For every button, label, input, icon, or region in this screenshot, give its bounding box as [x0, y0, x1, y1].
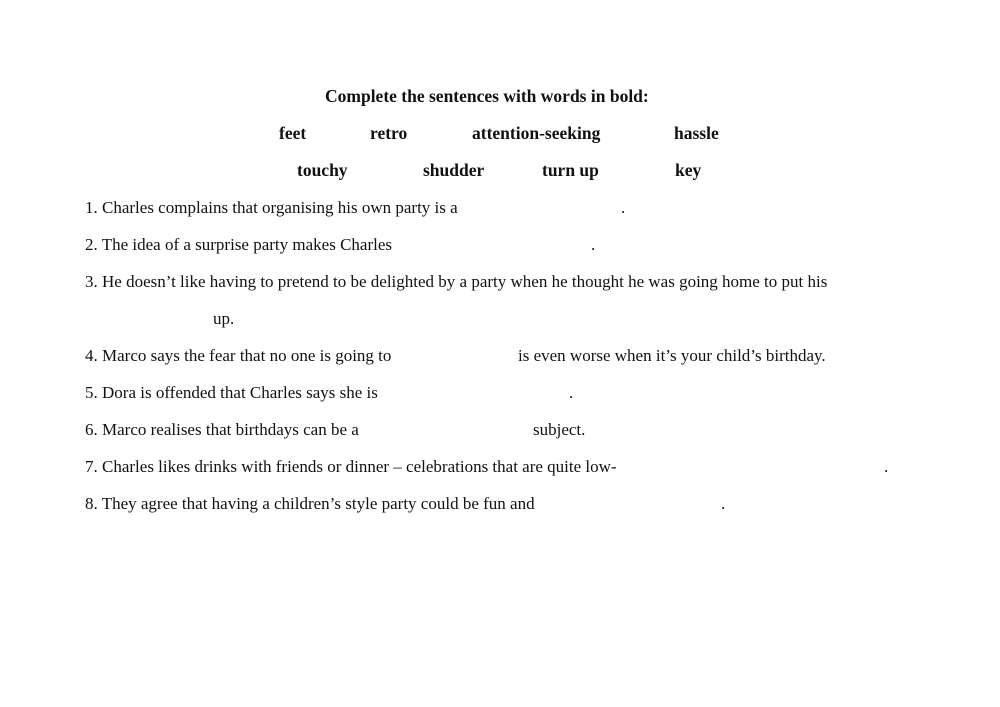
page-title: Complete the sentences with words in bold:	[325, 86, 649, 106]
word-bank-item: touchy	[297, 160, 348, 180]
sentence-text: Marco realises that birthdays can be a	[102, 420, 359, 439]
sentence-8	[85, 495, 535, 512]
sentence-text: Charles likes drinks with friends or dinner – celebrations that are quite low-	[102, 457, 617, 476]
sentence-text: He doesn’t like having to pretend to be delighted by a party when he thought he was going home to put his	[102, 272, 828, 291]
sentence-6	[85, 421, 359, 438]
sentence-number: 7.	[85, 457, 98, 476]
sentence-end: .	[591, 235, 596, 254]
word-bank-item: attention-seeking	[472, 123, 601, 143]
sentence-end: .	[884, 457, 889, 476]
sentence-number: 2.	[85, 235, 98, 254]
sentence-end: subject.	[533, 420, 586, 439]
sentence-text: Dora is offended that Charles says she is	[102, 383, 378, 402]
sentence-number: 5.	[85, 383, 98, 402]
sentence-number: 8.	[85, 494, 98, 513]
word-bank-item: hassle	[674, 123, 719, 143]
word-bank-item: turn up	[542, 160, 599, 180]
sentence-4	[85, 347, 391, 364]
sentence-5	[85, 384, 378, 401]
word-bank-item: retro	[370, 123, 408, 143]
word-bank-item: feet	[279, 123, 307, 143]
word-bank-item: key	[675, 160, 702, 180]
sentence-end: .	[721, 494, 726, 513]
sentence-text: Charles complains that organising his own party is a	[102, 198, 458, 217]
word-bank-item: shudder	[423, 160, 485, 180]
sentence-number: 6.	[85, 420, 98, 439]
sentence-7	[85, 458, 617, 475]
sentence-3	[85, 273, 827, 290]
sentence-text: They agree that having a children’s style party could be fun and	[101, 494, 535, 513]
sentence-1	[85, 199, 458, 216]
sentence-end: up.	[213, 309, 235, 328]
sentence-text: Marco says the fear that no one is going to	[102, 346, 392, 365]
sentence-2	[85, 236, 392, 253]
sentence-number: 1.	[85, 198, 98, 217]
sentence-end: .	[621, 198, 626, 217]
sentence-text: The idea of a surprise party makes Charles	[101, 235, 393, 254]
sentence-end: .	[569, 383, 574, 402]
sentence-end: is even worse when it’s your child’s birthday.	[518, 346, 826, 365]
sentence-number: 4.	[85, 346, 98, 365]
sentence-number: 3.	[85, 272, 98, 291]
